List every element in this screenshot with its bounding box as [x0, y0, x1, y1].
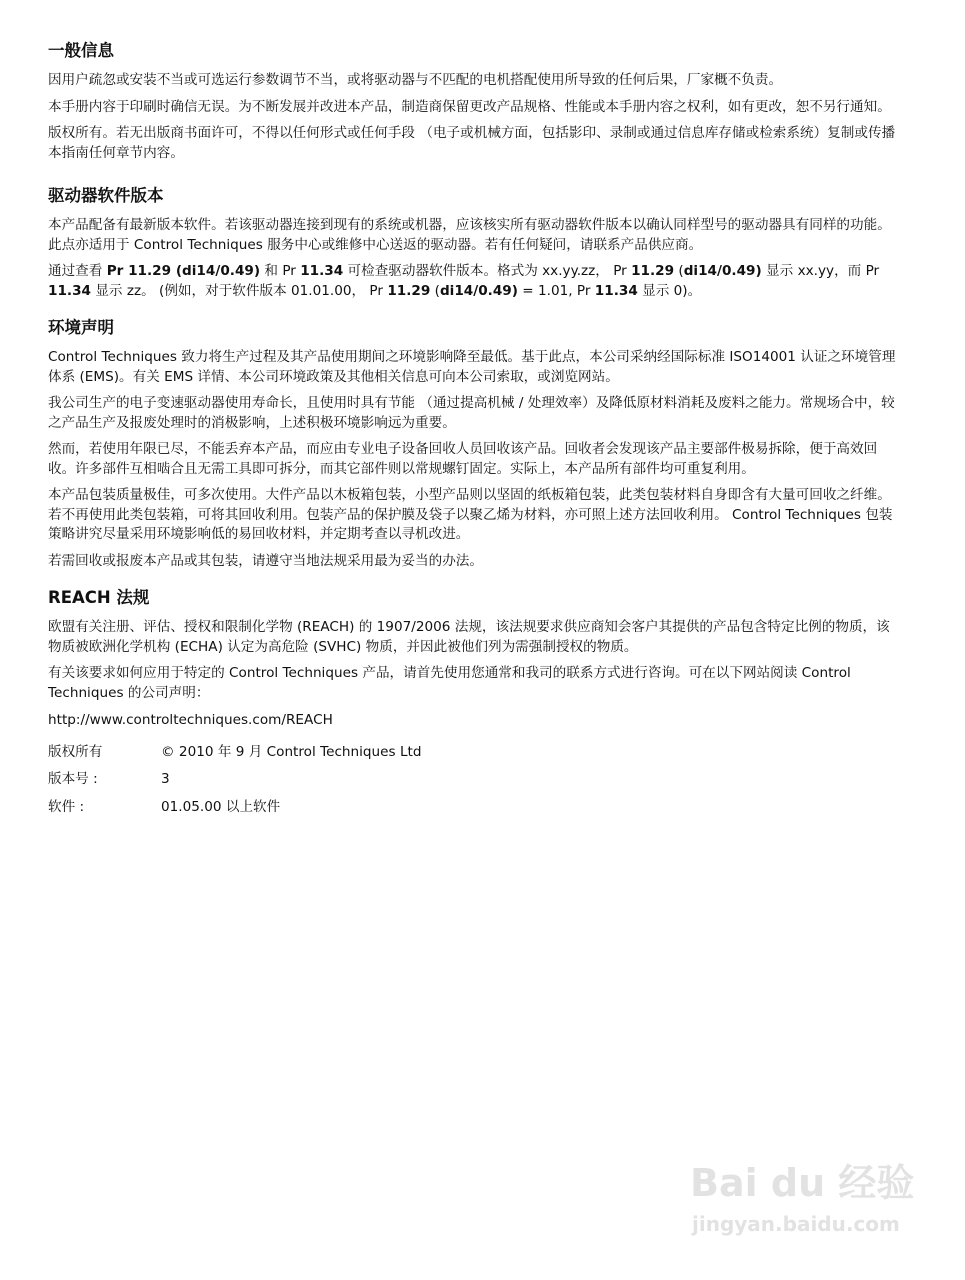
section-title-general: 一般信息	[48, 41, 114, 60]
paragraph: 版权所有。若无出版商书面许可，不得以任何形式或任何手段 （电子或机械方面，包括影印、录制或通过信息库存储或检索系统）复制或传播本指南任何章节内容。	[48, 125, 896, 161]
meta-row-software	[48, 798, 898, 818]
document-page	[48, 40, 898, 825]
section-environment	[48, 317, 898, 571]
watermark-brand: Bai du 经验	[690, 1161, 915, 1205]
meta-label: 版本号 :	[48, 771, 98, 787]
meta-row-copyright	[48, 743, 898, 763]
section-software	[48, 185, 898, 301]
meta-value: 01.05.00 以上软件	[161, 798, 281, 815]
meta-row-version	[48, 770, 898, 790]
paragraph: Control Techniques 致力将生产过程及其产品使用期间之环境影响降至最低。基于此点，本公司采纳经国际标准 ISO14001 认证之环境管理体系 (EMS)。有关 EMS 详情、本公司环境政策及其他相关信息可向本公司索取，或浏览网站。	[48, 349, 896, 385]
paragraph-version-check: 通过查看 Pr 11.29 (di14/0.49) 和 Pr 11.34 可检查驱动器软件版本。格式为 xx.yy.zz， Pr 11.29 (di14/0.49) 显示 xx.yy，而 Pr 11.34 显示 zz。 (例如，对于软件版本 01.01.00， Pr 11.29 (di14/0.49) = 1.01, Pr 11.34 显示 0)。	[48, 263, 880, 299]
section-title-software: 驱动器软件版本	[48, 186, 164, 205]
paragraph: 我公司生产的电子变速驱动器使用寿命长，且使用时具有节能 （通过提高机械 / 处理效率）及降低原材料消耗及废料之能力。常规场合中，较之产品生产及报废处理时的消极影响，上述积极环境影响远为重要。	[48, 395, 895, 431]
meta-value: © 2010 年 9 月 Control Techniques Ltd	[161, 743, 422, 760]
section-reach	[48, 587, 898, 731]
paragraph: 若需回收或报废本产品或其包装，请遵守当地法规采用最为妥当的办法。	[48, 552, 483, 569]
paragraph: 本产品配备有最新版本软件。若该驱动器连接到现有的系统或机器，应该核实所有驱动器软件版本以确认同样型号的驱动器具有同样的功能。此点亦适用于 Control Techniques 服务中心或维修中心送返的驱动器。若有任何疑问，请联系产品供应商。	[48, 217, 891, 253]
section-general	[48, 40, 898, 163]
paragraph: 欧盟有关注册、评估、授权和限制化学物 (REACH) 的 1907/2006 法规，该法规要求供应商知会客户其提供的产品包含特定比例的物质，该物质被欧洲化学机构 (ECHA) 认定为高危险 (SVHC) 物质，并因此被他们列为需强制授权的物质。	[48, 619, 890, 655]
section-title-environment: 环境声明	[48, 318, 114, 337]
watermark-site: jingyan.baidu.com	[692, 1212, 900, 1236]
baidu-watermark	[690, 1152, 930, 1262]
paragraph: 有关该要求如何应用于特定的 Control Techniques 产品，请首先使用您通常和我司的联系方式进行咨询。可在以下网站阅读 Control Techniques 的公司声明：	[48, 665, 851, 701]
paragraph: 本产品包装质量极佳，可多次使用。大件产品以木板箱包装，小型产品则以坚固的纸板箱包装，此类包装材料自身即含有大量可回收之纤维。若不再使用此类包装箱，可将其回收利用。包装产品的保护膜及袋子以聚乙烯为材料，亦可照上述方法回收利用。 Control Techniques 包装策略讲究尽量采用环境影响低的易回收材料，并定期考查以寻机改进。	[48, 487, 893, 542]
meta-label: 软件 :	[48, 798, 85, 815]
paragraph: 然而，若使用年限已尽，不能丢弃本产品，而应由专业电子设备回收人员回收该产品。回收者会发现该产品主要部件极易拆除，便于高效回收。许多部件互相啮合且无需工具即可拆分，而其它部件则以常规螺钉固定。实际上，本产品所有部件均可重复利用。	[48, 441, 878, 477]
paragraph: 本手册内容于印刷时确信无误。为不断发展并改进本产品，制造商保留更改产品规格、性能或本手册内容之权利，如有更改，恕不另行通知。	[48, 98, 891, 115]
paragraph: 因用户疏忽或安装不当或可选运行参数调节不当，或将驱动器与不匹配的电机搭配使用所导致的任何后果，厂家概不负责。	[48, 72, 783, 88]
reach-url[interactable]: http://www.controltechniques.com/REACH	[48, 712, 333, 728]
meta-value: 3	[161, 771, 170, 787]
meta-label: 版权所有	[48, 743, 103, 760]
section-title-reach: REACH 法规	[48, 588, 150, 607]
document-meta	[48, 743, 898, 818]
